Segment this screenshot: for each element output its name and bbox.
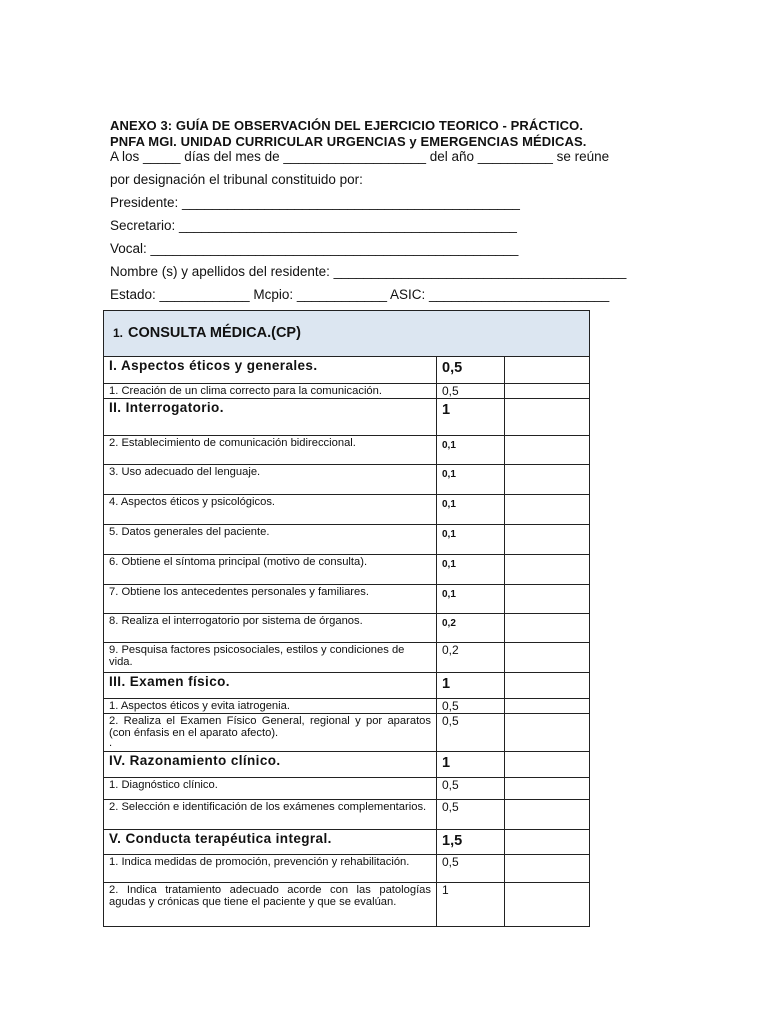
evaluation-blank-cell[interactable] [505, 642, 590, 672]
secretario-line: Secretario: _____________________________________________ [110, 218, 517, 233]
evaluation-blank-cell[interactable] [505, 384, 590, 399]
header-title: CONSULTA MÉDICA.(CP) [128, 325, 301, 342]
criterion-row [104, 799, 590, 829]
evaluation-blank-cell[interactable] [505, 494, 590, 524]
score-value: 0,1 [437, 494, 505, 524]
criterion-text: 6. Obtiene el síntoma principal (motivo de consulta). [104, 554, 437, 584]
criterion-text: 1. Diagnóstico clínico. [104, 777, 437, 799]
criterion-row [104, 854, 590, 882]
score-value: 0,1 [437, 584, 505, 613]
table-header-cell [104, 311, 590, 357]
score-value: 0,5 [437, 713, 505, 751]
criterion-row [104, 435, 590, 464]
score-value: 1 [437, 882, 505, 926]
evaluation-blank-cell[interactable] [505, 713, 590, 751]
score-value: 0,1 [437, 435, 505, 464]
criterion-text: 4. Aspectos éticos y psicológicos. [104, 494, 437, 524]
evaluation-blank-cell[interactable] [505, 777, 590, 799]
evaluation-blank-cell[interactable] [505, 829, 590, 854]
evaluation-blank-cell[interactable] [505, 435, 590, 464]
table-header-row [104, 311, 590, 357]
evaluation-blank-cell[interactable] [505, 464, 590, 494]
criterion-row [104, 642, 590, 672]
evaluation-blank-cell[interactable] [505, 584, 590, 613]
score-value: 0,1 [437, 554, 505, 584]
header-number: 1. [113, 326, 124, 341]
section-row [104, 829, 590, 854]
presidente-line: Presidente: _____________________________________________ [110, 195, 520, 210]
score-value: 1 [437, 398, 505, 435]
criterion-row [104, 698, 590, 713]
criterion-text: 1. Indica medidas de promoción, prevención y rehabilitación. [104, 854, 437, 882]
vocal-line: Vocal: _________________________________________________ [110, 241, 519, 256]
score-value: 0,5 [437, 384, 505, 399]
score-value: 1 [437, 672, 505, 698]
criterion-row [104, 713, 590, 751]
criterion-text: 3. Uso adecuado del lenguaje. [104, 464, 437, 494]
criterion-row [104, 384, 590, 399]
score-value: 1,5 [437, 829, 505, 854]
criterion-text: 1. Creación de un clima correcto para la comunicación. [104, 384, 437, 399]
section-title: II. Interrogatorio. [104, 398, 437, 435]
evaluation-blank-cell[interactable] [505, 524, 590, 554]
score-value: 0,1 [437, 464, 505, 494]
section-row [104, 672, 590, 698]
criterion-row [104, 613, 590, 642]
criterion-text: 5. Datos generales del paciente. [104, 524, 437, 554]
score-value: 0,5 [437, 799, 505, 829]
evaluation-blank-cell[interactable] [505, 357, 590, 384]
evaluation-blank-cell[interactable] [505, 799, 590, 829]
score-value: 1 [437, 751, 505, 777]
section-title: V. Conducta terapéutica integral. [104, 829, 437, 854]
score-value: 0,5 [437, 854, 505, 882]
section-title: III. Examen físico. [104, 672, 437, 698]
evaluation-blank-cell[interactable] [505, 882, 590, 926]
title-line-2: PNFA MGI. UNIDAD CURRICULAR URGENCIAS y EMERGENCIAS MÉDICAS. [110, 134, 587, 149]
criterion-text: 9. Pesquisa factores psicosociales, estilos y condiciones de vida. [104, 642, 437, 672]
evaluation-blank-cell[interactable] [505, 751, 590, 777]
table-header-title [109, 325, 301, 341]
criterion-row [104, 494, 590, 524]
section-title: IV. Razonamiento clínico. [104, 751, 437, 777]
residente-line: Nombre (s) y apellidos del residente: _______________________________________ [110, 264, 627, 279]
evaluation-blank-cell[interactable] [505, 613, 590, 642]
evaluation-table [103, 310, 590, 927]
evaluation-blank-cell[interactable] [505, 672, 590, 698]
criterion-row [104, 464, 590, 494]
score-value: 0,2 [437, 613, 505, 642]
evaluation-blank-cell[interactable] [505, 854, 590, 882]
evaluation-blank-cell[interactable] [505, 698, 590, 713]
criterion-row [104, 554, 590, 584]
score-value: 0,5 [437, 698, 505, 713]
section-row [104, 398, 590, 435]
section-row [104, 357, 590, 384]
section-row [104, 751, 590, 777]
criterion-row [104, 584, 590, 613]
criterion-row [104, 777, 590, 799]
score-value: 0,1 [437, 524, 505, 554]
date-line: A los _____ días del mes de ___________________ del año __________ se reúne [110, 149, 610, 164]
estado-line: Estado: ____________ Mcpio: ____________ ASIC: ________________________ [110, 287, 610, 302]
criterion-row [104, 882, 590, 926]
criterion-extra: . [109, 736, 113, 749]
tribunal-line: por designación el tribunal constituido por: [110, 172, 363, 187]
criterion-text: 2. Establecimiento de comunicación bidireccional. [104, 435, 437, 464]
title-line-1: ANEXO 3: GUÍA DE OBSERVACIÓN DEL EJERCICIO TEORICO - PRÁCTICO. [110, 118, 584, 133]
criterion-text: 2. Indica tratamiento adecuado acorde con las patologías agudas y crónicas que tiene el paciente y que se evalúan. [104, 882, 437, 926]
criterion-text: 7. Obtiene los antecedentes personales y familiares. [104, 584, 437, 613]
score-value: 0,5 [437, 357, 505, 384]
criterion-row [104, 524, 590, 554]
evaluation-blank-cell[interactable] [505, 398, 590, 435]
section-title: I. Aspectos éticos y generales. [104, 357, 437, 384]
score-value: 0,5 [437, 777, 505, 799]
criterion-text: 2. Realiza el Examen Físico General, regional y por aparatos (con énfasis en el aparato afecto). . [104, 713, 437, 751]
evaluation-blank-cell[interactable] [505, 554, 590, 584]
criterion-text: 1. Aspectos éticos y evita iatrogenia. [104, 698, 437, 713]
criterion-text: 2. Selección e identificación de los exámenes complementarios. [104, 799, 437, 829]
criterion-text: 8. Realiza el interrogatorio por sistema de órganos. [104, 613, 437, 642]
score-value: 0,2 [437, 642, 505, 672]
